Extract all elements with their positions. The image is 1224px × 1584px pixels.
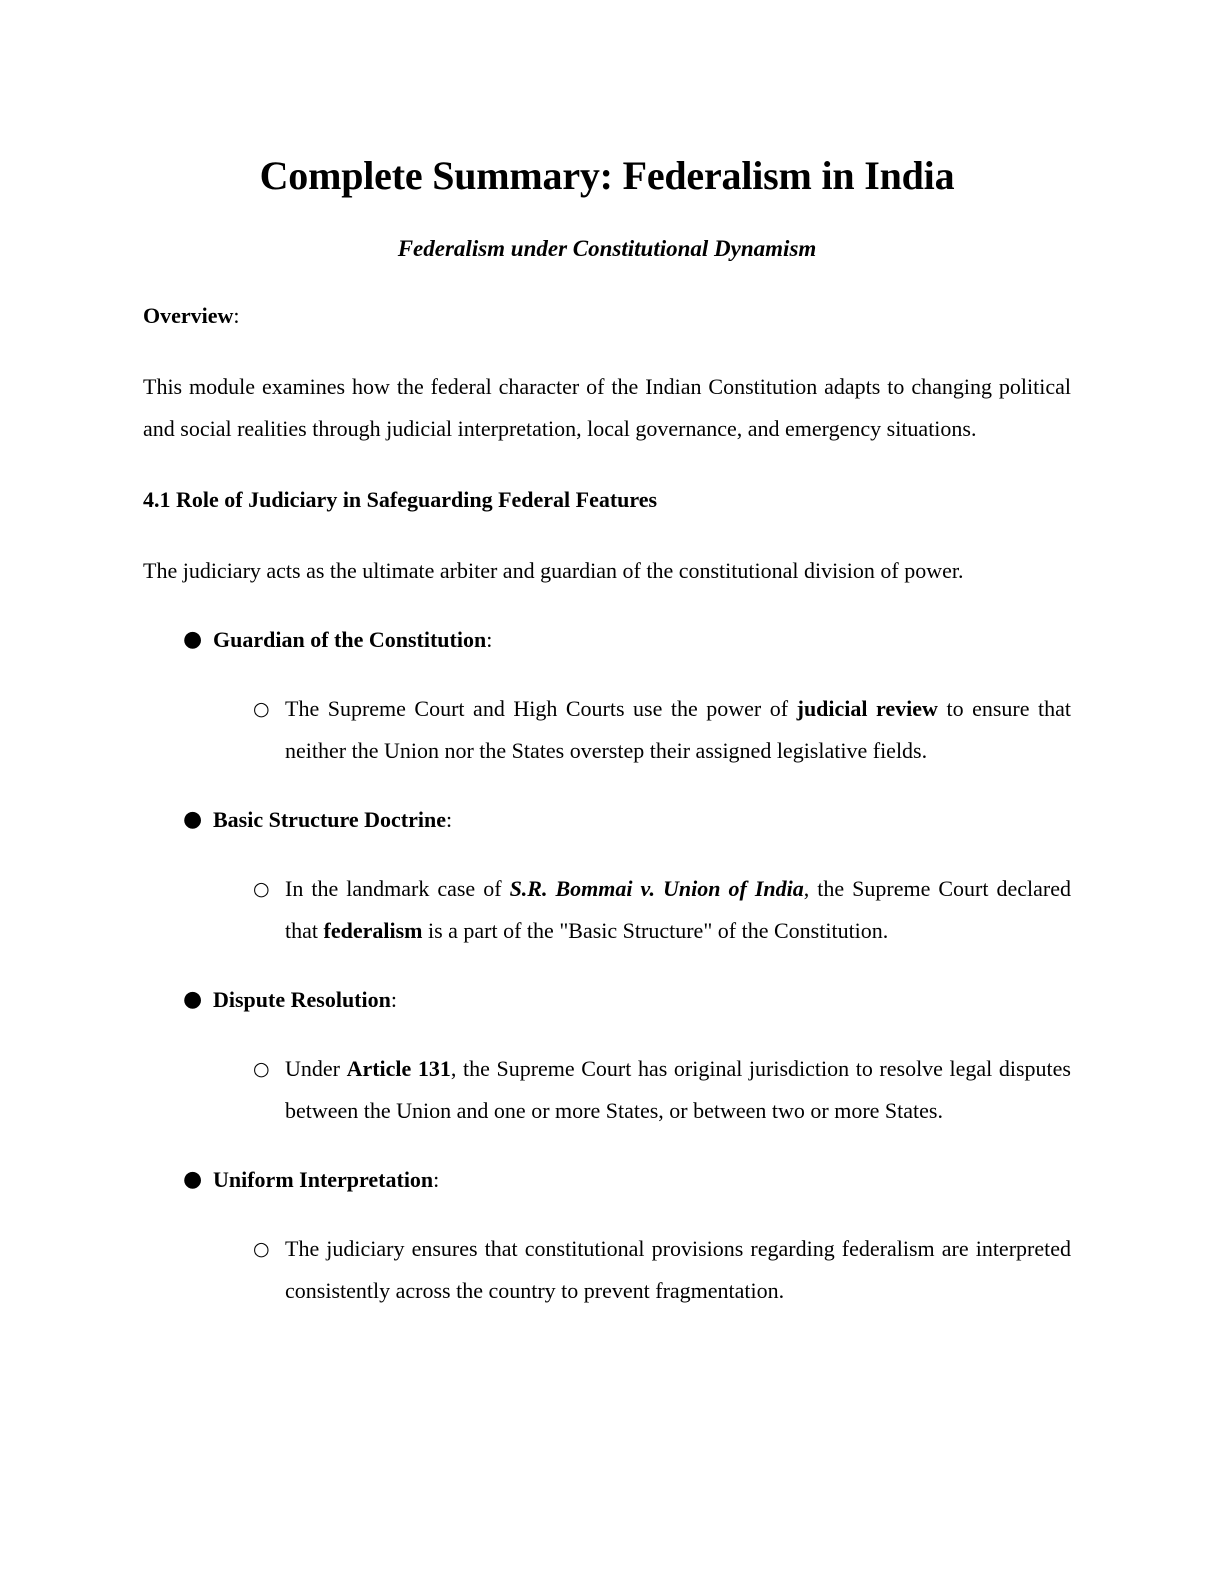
overview-paragraph: This module examines how the federal character of the Indian Constitution adapts to changing political and social realities through judicial interpretation, local governance, and emergency situations. — [143, 373, 1071, 441]
sub-list — [213, 1021, 1071, 1132]
sub-list-item-text — [285, 1048, 1071, 1132]
section-heading-4-1: 4.1 Role of Judiciary in Safeguarding Federal Features — [143, 486, 658, 512]
list-item-title: Uniform Interpretation — [213, 1166, 434, 1192]
sub-list — [213, 841, 1071, 952]
sub-text-part-2: , the Supreme Court has original jurisdiction to resolve legal disputes between the Union and one or more States, or between two or more States. — [285, 1055, 1071, 1123]
page-title: Complete Summary: Federalism in India — [259, 153, 955, 198]
list-item — [143, 1132, 1071, 1312]
overview-label-colon: : — [233, 302, 240, 328]
list-item — [143, 592, 1071, 772]
list-item-heading — [213, 799, 1071, 841]
sub-text-part-1: Under — [285, 1055, 347, 1081]
sub-list-item-text — [285, 868, 1071, 952]
sub-text-part-2: , the Supreme Court declared that — [285, 875, 1071, 943]
sub-text-article-reference: Article 131 — [346, 1055, 451, 1081]
sub-list-item — [253, 661, 1071, 772]
sub-list-item-text — [285, 688, 1071, 772]
list-item-title-colon: : — [486, 626, 493, 652]
sub-text-emphasis-2: federalism — [323, 917, 423, 943]
list-item-heading — [213, 979, 1071, 1021]
sub-text-part-1: In the landmark case of — [285, 875, 510, 901]
bullet-hollow-icon: ○ — [253, 1057, 270, 1080]
list-item-title: Basic Structure Doctrine — [213, 806, 446, 832]
bullet-hollow-icon: ○ — [253, 697, 270, 720]
sub-list-item — [253, 841, 1071, 952]
list-item — [143, 952, 1071, 1132]
bullet-filled-icon: ● — [183, 806, 203, 832]
sub-text-emphasis-1: judicial review — [796, 695, 938, 721]
bullet-filled-icon: ● — [183, 986, 203, 1012]
list-item-title: Dispute Resolution — [213, 986, 391, 1012]
bullet-hollow-icon: ○ — [253, 877, 270, 900]
sub-text-part-1: The Supreme Court and High Courts use the power of — [285, 695, 797, 721]
bullet-filled-icon: ● — [183, 1166, 203, 1192]
list-item — [143, 772, 1071, 952]
sub-text-part-2: to ensure that neither the Union nor the States overstep their assigned legislative fields. — [285, 695, 1071, 763]
sub-text-part-1: The judiciary ensures that constitutional provisions regarding federalism are interpreted consistently across the country to prevent fragmentation. — [285, 1235, 1071, 1303]
list-item-heading — [213, 1159, 1071, 1201]
sub-text-case-citation: S.R. Bommai v. Union of India — [509, 875, 804, 901]
document-subtitle: Federalism under Constitutional Dynamism — [397, 236, 817, 262]
list-item-heading — [213, 619, 1071, 661]
list-item-title-colon: : — [433, 1166, 440, 1192]
sub-list — [213, 1201, 1071, 1312]
sub-list-item — [253, 1201, 1071, 1312]
section-intro-paragraph: The judiciary acts as the ultimate arbiter and guardian of the constitutional division of power. — [143, 557, 964, 583]
overview-label-line — [143, 264, 1071, 337]
list-item-title-colon: : — [390, 986, 397, 1012]
list-item-title-colon: : — [446, 806, 453, 832]
document-content — [143, 0, 1071, 1312]
sub-list-item — [253, 1021, 1071, 1132]
overview-label: Overview — [143, 302, 234, 328]
bullet-hollow-icon: ○ — [253, 1237, 270, 1260]
federal-features-list — [143, 592, 1071, 1312]
sub-list-item-text — [285, 1228, 1071, 1312]
bullet-filled-icon: ● — [183, 626, 203, 652]
sub-list — [213, 661, 1071, 772]
list-item-title: Guardian of the Constitution — [213, 626, 487, 652]
sub-text-part-3: is a part of the "Basic Structure" of the Constitution. — [422, 917, 889, 943]
